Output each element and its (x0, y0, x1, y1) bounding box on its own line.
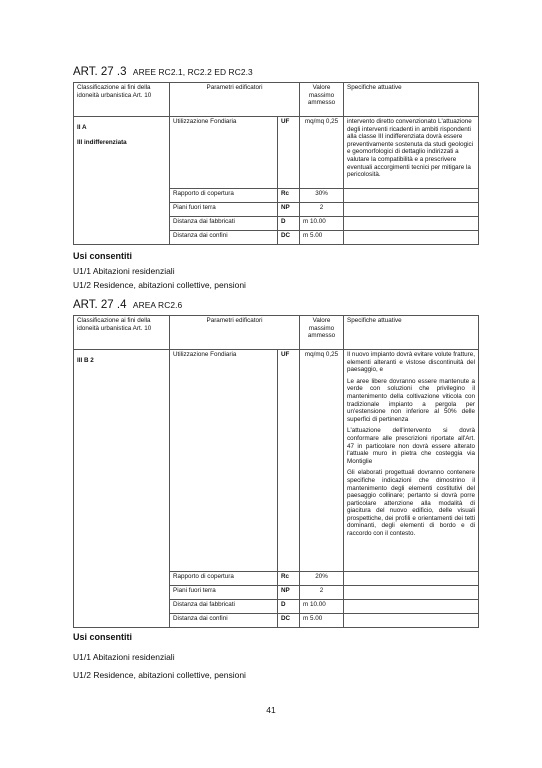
spec-empty (344, 600, 479, 614)
classification-cell (74, 350, 170, 628)
param-symbol: UF (278, 350, 300, 572)
param-value: 20% (300, 572, 344, 586)
art-areas: AREA RC2.6 (132, 300, 183, 310)
classification-name: III indifferenziata (77, 138, 127, 146)
spec-empty (344, 586, 479, 600)
header-spec: Specifiche attuative (344, 83, 479, 117)
art-subnumber: .3 (116, 66, 127, 78)
spec-empty (344, 614, 479, 628)
table-header-row (74, 83, 479, 117)
page-number: 41 (266, 705, 276, 715)
spec-empty (344, 217, 479, 231)
param-label: Piani fuori terra (170, 203, 278, 217)
header-params: Parametri edificatori (170, 83, 300, 117)
param-label: Piani fuori terra (170, 586, 278, 600)
param-label: Distanza dai confini (170, 614, 278, 628)
usi-consentiti-title: Usi consentiti (73, 632, 133, 642)
table-row (74, 117, 479, 189)
param-label: Distanza dai confini (170, 231, 278, 245)
art-27-3-table (73, 82, 479, 245)
header-classification: Classificazione ai fini della idoneità urbanistica Art. 10 (74, 316, 170, 350)
spec-paragraph: Gli elaborati progettuali dovranno contenere specifiche indicazioni che dimostrino il mantenimento degli elementi costitutivi del paesaggio collinare; pertanto si dovrà porre particolare attenzione alla modalità di giacitura del nuovo edificio, delle visuali prospettiche, dei profili e orientamenti dei tetti dominanti, degli elementi di bordo e di raccordo con il contesto. (347, 469, 475, 538)
param-label: Rapporto di copertura (170, 189, 278, 203)
param-value: m 10.00 (300, 217, 344, 231)
param-symbol: Rc (278, 189, 300, 203)
param-label: Utilizzazione Fondiaria (170, 117, 278, 189)
param-symbol: Rc (278, 572, 300, 586)
param-value: m 5.00 (300, 231, 344, 245)
param-symbol: D (278, 217, 300, 231)
spec-empty (344, 189, 479, 203)
classification-cell (74, 117, 170, 245)
usi-item: U1/1 Abitazioni residenziali (73, 652, 175, 662)
art-27-4-table (73, 315, 479, 628)
spec-text: intervento diretto convenzionato L'attuazione degli interventi ricadenti in ambiti rispondenti alla classe III indifferenziata dovrà essere preventivamente sostenuta da studi geologici e geomorfologici di dettaglio indirizzati a valutare la compatibilità e a prescrivere eventuali accorgimenti tecnici per mitigare la pericolosità. (344, 117, 479, 189)
usi-item: U1/2 Residence, abitazioni collettive, pensioni (73, 280, 246, 290)
spec-text (344, 350, 479, 572)
art-27-4-heading (73, 299, 182, 311)
param-label: Utilizzazione Fondiaria (170, 350, 278, 572)
spec-paragraph: Le aree libere dovranno essere mantenute a verde con soluzioni che privilegino il mantenimento della coltivazione viticola con tradizionale impianto a pergola per un'estensione non inferiore al 50% delle superfici di pertinenza (347, 377, 475, 423)
param-value: mq/mq 0,25 (300, 117, 344, 189)
spec-empty (344, 203, 479, 217)
param-value: m 5.00 (300, 614, 344, 628)
param-label: Distanza dai fabbricati (170, 600, 278, 614)
classification-code: III B 2 (77, 357, 94, 364)
param-label: Rapporto di copertura (170, 572, 278, 586)
param-label: Distanza dai fabbricati (170, 217, 278, 231)
header-max: Valore massimo ammesso (300, 83, 344, 117)
param-value: 2 (300, 203, 344, 217)
spec-empty (344, 231, 479, 245)
param-value: m 10.00 (300, 600, 344, 614)
art-subnumber: .4 (116, 299, 127, 311)
param-symbol: DC (278, 231, 300, 245)
art-27-3-heading (73, 66, 253, 78)
spec-paragraph: Il nuovo impianto dovrà evitare volute fratture, elementi alteranti e vistose discontinuità del paesaggio, e (347, 351, 475, 374)
param-value: 2 (300, 586, 344, 600)
param-symbol: NP (278, 586, 300, 600)
param-symbol: D (278, 600, 300, 614)
usi-item: U1/2 Residence, abitazioni collettive, pensioni (73, 670, 246, 680)
table-row (74, 350, 479, 572)
header-params: Parametri edificatori (170, 316, 300, 350)
header-spec: Specifiche attuative (344, 316, 479, 350)
param-value: mq/mq 0,25 (300, 350, 344, 572)
header-max: Valore massimo ammesso (300, 316, 344, 350)
usi-item: U1/1 Abitazioni residenziali (73, 266, 175, 276)
param-value: 30% (300, 189, 344, 203)
usi-consentiti-title: Usi consentiti (73, 251, 133, 261)
table-header-row (74, 316, 479, 350)
art-number: ART. 27 (73, 299, 114, 311)
art-number: ART. 27 (73, 66, 114, 78)
spec-paragraph: L'attuazione dell'intervento si dovrà conformare alle prescrizioni riportate all'Art. 47 in particolare non dovrà essere alterato l'attuale muro in pietra che costeggia via Montiglie (347, 427, 475, 465)
classification-code: II A (77, 124, 87, 131)
spec-empty (344, 572, 479, 586)
art-areas: AREE RC2.1, RC2.2 ED RC2.3 (132, 67, 253, 77)
header-classification: Classificazione ai fini della idoneità urbanistica Art. 10 (74, 83, 170, 117)
param-symbol: UF (278, 117, 300, 189)
param-symbol: DC (278, 614, 300, 628)
param-symbol: NP (278, 203, 300, 217)
